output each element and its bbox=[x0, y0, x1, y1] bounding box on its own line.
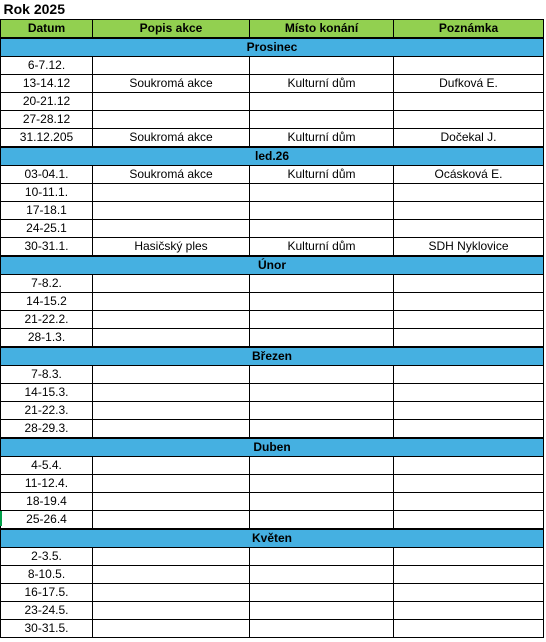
popis-cell[interactable] bbox=[93, 275, 250, 293]
date-cell[interactable]: 30-31.5. bbox=[1, 620, 93, 638]
popis-cell[interactable] bbox=[93, 293, 250, 311]
date-cell[interactable]: 16-17.5. bbox=[1, 584, 93, 602]
date-cell[interactable]: 7-8.2. bbox=[1, 275, 93, 293]
misto-cell[interactable] bbox=[250, 329, 394, 348]
date-cell[interactable]: 7-8.3. bbox=[1, 366, 93, 384]
date-cell[interactable]: 27-28.12 bbox=[1, 111, 93, 129]
misto-cell[interactable] bbox=[250, 111, 394, 129]
poznamka-cell[interactable] bbox=[394, 111, 544, 129]
table-row bbox=[1, 166, 544, 184]
month-label[interactable]: Květen bbox=[1, 529, 544, 548]
table-row bbox=[1, 111, 544, 129]
poznamka-cell[interactable] bbox=[394, 184, 544, 202]
popis-cell[interactable] bbox=[93, 311, 250, 329]
popis-cell[interactable] bbox=[93, 57, 250, 75]
misto-cell[interactable]: Kulturní dům bbox=[250, 75, 394, 93]
table-row bbox=[1, 75, 544, 93]
poznamka-cell[interactable] bbox=[394, 620, 544, 638]
popis-cell[interactable] bbox=[93, 548, 250, 566]
poznamka-cell[interactable]: SDH Nyklovice bbox=[394, 238, 544, 257]
date-cell[interactable]: 28-29.3. bbox=[1, 420, 93, 439]
popis-cell[interactable] bbox=[93, 111, 250, 129]
poznamka-cell[interactable] bbox=[394, 511, 544, 530]
popis-cell[interactable] bbox=[93, 620, 250, 638]
poznamka-cell[interactable] bbox=[394, 402, 544, 420]
month-label[interactable]: led.26 bbox=[1, 147, 544, 166]
popis-cell[interactable] bbox=[93, 457, 250, 475]
table-row bbox=[1, 275, 544, 293]
date-cell[interactable]: 11-12.4. bbox=[1, 475, 93, 493]
poznamka-cell[interactable]: Ocásková E. bbox=[394, 166, 544, 184]
title-empty-cell[interactable] bbox=[93, 0, 250, 20]
table-row bbox=[1, 566, 544, 584]
table-row bbox=[1, 129, 544, 148]
poznamka-cell[interactable] bbox=[394, 275, 544, 293]
date-cell[interactable]: 25-26.4 bbox=[1, 511, 93, 530]
misto-cell[interactable] bbox=[250, 366, 394, 384]
sheet-title[interactable]: Rok 2025 bbox=[1, 0, 93, 20]
popis-cell[interactable] bbox=[93, 566, 250, 584]
popis-cell[interactable] bbox=[93, 93, 250, 111]
header-misto-konani[interactable]: Místo konání bbox=[250, 20, 394, 39]
date-cell[interactable]: 28-1.3. bbox=[1, 329, 93, 348]
misto-cell[interactable]: Kulturní dům bbox=[250, 129, 394, 148]
date-cell[interactable]: 30-31.1. bbox=[1, 238, 93, 257]
date-cell[interactable]: 18-19.4 bbox=[1, 493, 93, 511]
popis-cell[interactable]: Soukromá akce bbox=[93, 75, 250, 93]
popis-cell[interactable] bbox=[93, 366, 250, 384]
misto-cell[interactable] bbox=[250, 475, 394, 493]
table-row bbox=[1, 220, 544, 238]
popis-cell[interactable] bbox=[93, 493, 250, 511]
table-row bbox=[1, 293, 544, 311]
date-cell[interactable]: 17-18.1 bbox=[1, 202, 93, 220]
table-row bbox=[1, 311, 544, 329]
misto-cell[interactable] bbox=[250, 584, 394, 602]
misto-cell[interactable] bbox=[250, 420, 394, 439]
title-empty-cell[interactable] bbox=[394, 0, 544, 20]
misto-cell[interactable] bbox=[250, 202, 394, 220]
popis-cell[interactable]: Hasičský ples bbox=[93, 238, 250, 257]
date-cell[interactable]: 10-11.1. bbox=[1, 184, 93, 202]
table-row bbox=[1, 620, 544, 638]
table-row bbox=[1, 184, 544, 202]
misto-cell[interactable] bbox=[250, 220, 394, 238]
poznamka-cell[interactable] bbox=[394, 311, 544, 329]
poznamka-cell[interactable] bbox=[394, 457, 544, 475]
misto-cell[interactable] bbox=[250, 566, 394, 584]
misto-cell[interactable] bbox=[250, 620, 394, 638]
month-row bbox=[1, 529, 544, 548]
date-cell[interactable]: 2-3.5. bbox=[1, 548, 93, 566]
table-row bbox=[1, 57, 544, 75]
popis-cell[interactable] bbox=[93, 184, 250, 202]
date-cell[interactable]: 31.12.205 bbox=[1, 129, 93, 148]
misto-cell[interactable] bbox=[250, 293, 394, 311]
poznamka-cell[interactable] bbox=[394, 475, 544, 493]
table-row bbox=[1, 238, 544, 257]
misto-cell[interactable]: Kulturní dům bbox=[250, 238, 394, 257]
misto-cell[interactable] bbox=[250, 384, 394, 402]
table-row bbox=[1, 202, 544, 220]
popis-cell[interactable] bbox=[93, 202, 250, 220]
poznamka-cell[interactable] bbox=[394, 566, 544, 584]
popis-cell[interactable] bbox=[93, 475, 250, 493]
popis-cell[interactable] bbox=[93, 602, 250, 620]
misto-cell[interactable] bbox=[250, 57, 394, 75]
month-row bbox=[1, 38, 544, 57]
date-cell[interactable]: 14-15.3. bbox=[1, 384, 93, 402]
month-row bbox=[1, 147, 544, 166]
misto-cell[interactable] bbox=[250, 493, 394, 511]
popis-cell[interactable] bbox=[93, 511, 250, 530]
poznamka-cell[interactable] bbox=[394, 384, 544, 402]
header-popis-akce[interactable]: Popis akce bbox=[93, 20, 250, 39]
popis-cell[interactable] bbox=[93, 584, 250, 602]
month-label[interactable]: Duben bbox=[1, 438, 544, 457]
misto-cell[interactable]: Kulturní dům bbox=[250, 166, 394, 184]
month-label[interactable]: Březen bbox=[1, 347, 544, 366]
poznamka-cell[interactable] bbox=[394, 420, 544, 439]
popis-cell[interactable]: Soukromá akce bbox=[93, 129, 250, 148]
month-row bbox=[1, 347, 544, 366]
misto-cell[interactable] bbox=[250, 548, 394, 566]
poznamka-cell[interactable] bbox=[394, 493, 544, 511]
table-row bbox=[1, 493, 544, 511]
popis-cell[interactable] bbox=[93, 384, 250, 402]
misto-cell[interactable] bbox=[250, 184, 394, 202]
date-cell[interactable]: 24-25.1 bbox=[1, 220, 93, 238]
table-row bbox=[1, 402, 544, 420]
month-row bbox=[1, 438, 544, 457]
table-row bbox=[1, 93, 544, 111]
header-row bbox=[1, 20, 544, 39]
popis-cell[interactable] bbox=[93, 220, 250, 238]
month-label[interactable]: Únor bbox=[1, 256, 544, 275]
poznamka-cell[interactable]: Dočekal J. bbox=[394, 129, 544, 148]
poznamka-cell[interactable] bbox=[394, 548, 544, 566]
poznamka-cell[interactable]: Dufková E. bbox=[394, 75, 544, 93]
header-poznamka[interactable]: Poznámka bbox=[394, 20, 544, 39]
misto-cell[interactable] bbox=[250, 457, 394, 475]
table-row bbox=[1, 511, 544, 530]
table-row bbox=[1, 602, 544, 620]
poznamka-cell[interactable] bbox=[394, 220, 544, 238]
table-row bbox=[1, 329, 544, 348]
date-cell[interactable]: 21-22.3. bbox=[1, 402, 93, 420]
date-cell[interactable]: 4-5.4. bbox=[1, 457, 93, 475]
date-cell[interactable]: 23-24.5. bbox=[1, 602, 93, 620]
popis-cell[interactable] bbox=[93, 329, 250, 348]
poznamka-cell[interactable] bbox=[394, 366, 544, 384]
date-cell[interactable]: 14-15.2 bbox=[1, 293, 93, 311]
misto-cell[interactable] bbox=[250, 602, 394, 620]
month-label[interactable]: Prosinec bbox=[1, 38, 544, 57]
date-cell[interactable]: 21-22.2. bbox=[1, 311, 93, 329]
popis-cell[interactable]: Soukromá akce bbox=[93, 166, 250, 184]
poznamka-cell[interactable] bbox=[394, 584, 544, 602]
date-cell[interactable]: 6-7.12. bbox=[1, 57, 93, 75]
table-row bbox=[1, 366, 544, 384]
header-datum[interactable]: Datum bbox=[1, 20, 93, 39]
poznamka-cell[interactable] bbox=[394, 602, 544, 620]
misto-cell[interactable] bbox=[250, 311, 394, 329]
cell-selection-marker bbox=[0, 511, 2, 526]
poznamka-cell[interactable] bbox=[394, 329, 544, 348]
table-row bbox=[1, 384, 544, 402]
date-cell[interactable]: 8-10.5. bbox=[1, 566, 93, 584]
table-row bbox=[1, 584, 544, 602]
misto-cell[interactable] bbox=[250, 402, 394, 420]
title-empty-cell[interactable] bbox=[250, 0, 394, 20]
poznamka-cell[interactable] bbox=[394, 293, 544, 311]
popis-cell[interactable] bbox=[93, 420, 250, 439]
date-cell[interactable]: 20-21.12 bbox=[1, 93, 93, 111]
poznamka-cell[interactable] bbox=[394, 57, 544, 75]
table-row bbox=[1, 457, 544, 475]
misto-cell[interactable] bbox=[250, 93, 394, 111]
month-row bbox=[1, 256, 544, 275]
date-cell[interactable]: 03-04.1. bbox=[1, 166, 93, 184]
poznamka-cell[interactable] bbox=[394, 202, 544, 220]
poznamka-cell[interactable] bbox=[394, 93, 544, 111]
misto-cell[interactable] bbox=[250, 511, 394, 530]
title-row bbox=[1, 0, 544, 20]
date-cell[interactable]: 13-14.12 bbox=[1, 75, 93, 93]
misto-cell[interactable] bbox=[250, 275, 394, 293]
table-row bbox=[1, 475, 544, 493]
table-row bbox=[1, 420, 544, 439]
popis-cell[interactable] bbox=[93, 402, 250, 420]
table-row bbox=[1, 548, 544, 566]
